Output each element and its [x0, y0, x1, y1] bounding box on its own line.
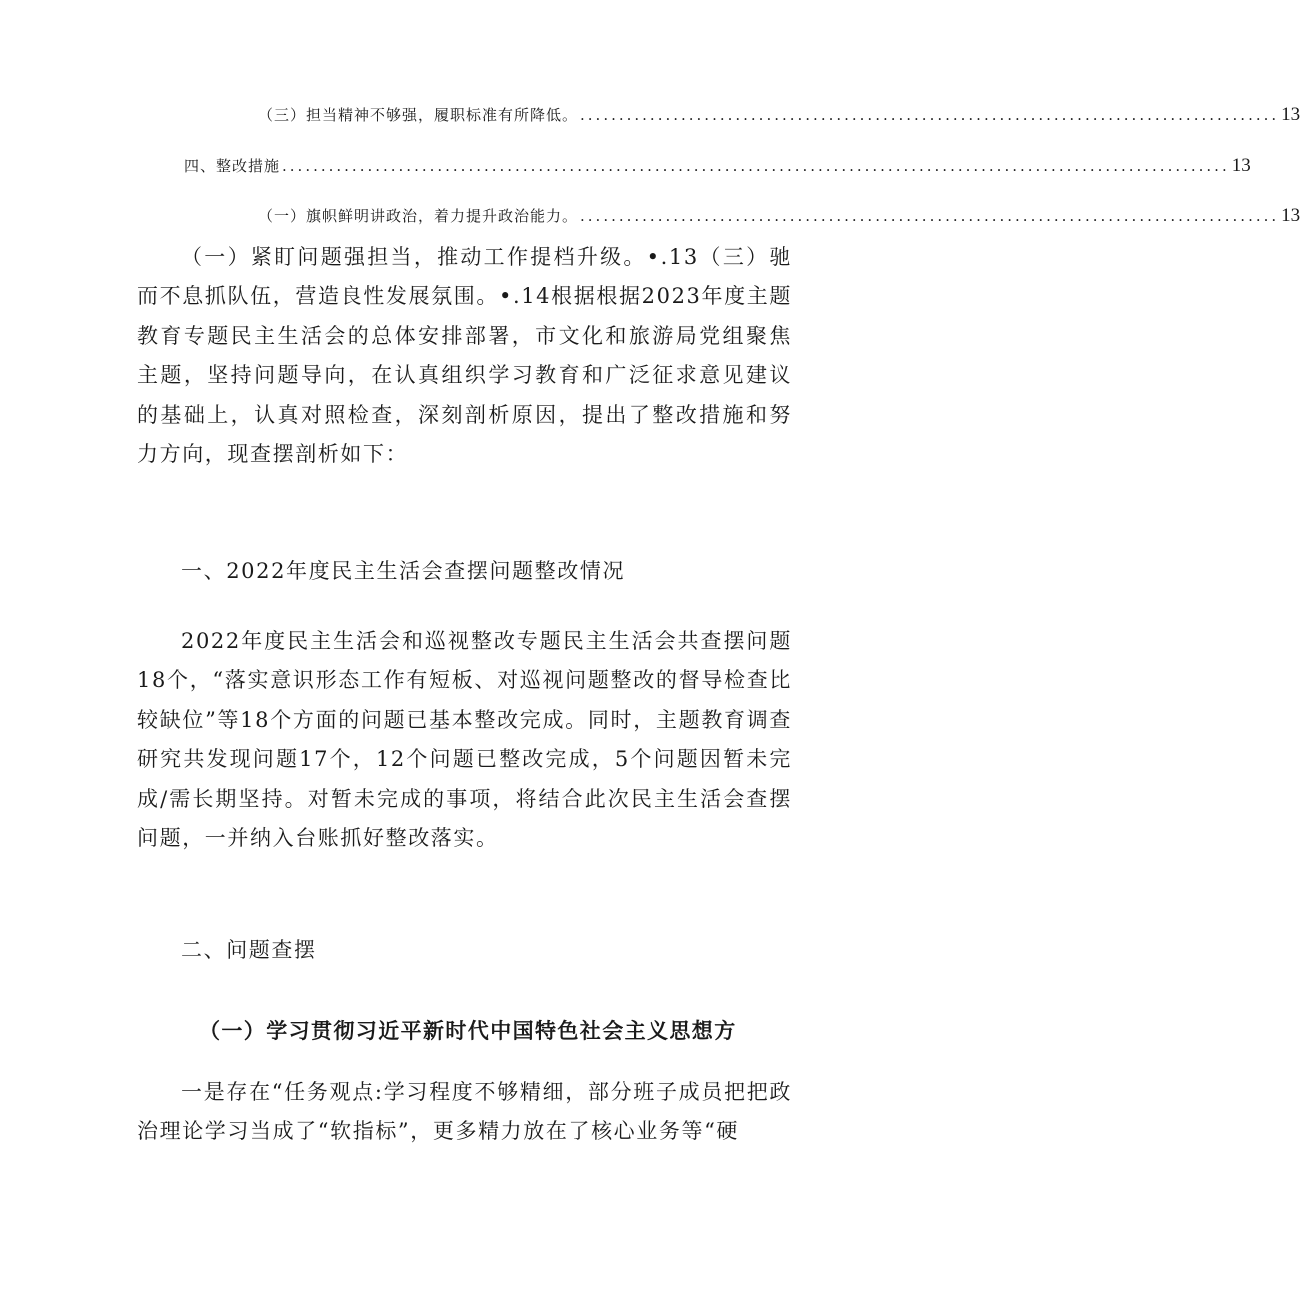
toc-entry[interactable]: [258, 205, 1300, 227]
toc-entry-title: （三）担当精神不够强，履职标准有所降低。: [258, 106, 579, 124]
section-heading-1: 一、2022年度民主生活会查摆问题整改情况: [181, 559, 626, 583]
subsection-heading: （一）学习贯彻习近平新时代中国特色社会主义思想方: [199, 1019, 737, 1043]
toc-dot-leader: ..........................................................................................: [580, 207, 1280, 225]
toc-page-number: 13: [1281, 104, 1300, 125]
section-2-paragraph: 一是存在“任务观点:学习程度不够精细，部分班子成员把把政治理论学习当成了“软指标”，更多精力放在了核心业务等“硬: [137, 1080, 792, 1144]
toc-entry[interactable]: [258, 104, 1300, 126]
toc-entry-title: 四、整改措施: [184, 157, 281, 175]
section-1-paragraph: 2022年度民主生活会和巡视整改专题民主生活会共查摆问题18个，“落实意识形态工作有短板、对巡视问题整改的督导检查比较缺位”等18个方面的问题已基本整改完成。同时，主题教育调查研究共发现问题17个，12个问题已整改完成，5个问题因暂未完成/需长期坚持。对暂未完成的事项，将结合此次民主生活会查摆问题，一并纳入台账抓好整改落实。: [137, 629, 792, 851]
toc-dot-leader: ..........................................................................................: [580, 106, 1280, 124]
toc-page-number: 13: [1231, 155, 1251, 176]
intro-paragraph: （一）紧盯问题强担当，推动工作提档升级。•.13（三）驰而不息抓队伍，营造良性发展氛围。•.14根据根据2023年度主题教育专题民主生活会的总体安排部署，市文化和旅游局党组聚焦主题，坚持问题导向，在认真组织学习教育和广泛征求意见建议的基础上，认真对照检查，深刻剖析原因，提出了整改措施和努力方向，现查摆剖析如下：: [137, 245, 792, 467]
toc-dot-leader: ..........................................................................................................................: [282, 157, 1230, 175]
section-heading-2: 二、问题查摆: [181, 938, 317, 962]
toc-entry-title: （一）旗帜鲜明讲政治，着力提升政治能力。: [258, 207, 579, 225]
toc-page-number: 13: [1281, 205, 1300, 226]
toc-entry[interactable]: [184, 155, 1251, 177]
